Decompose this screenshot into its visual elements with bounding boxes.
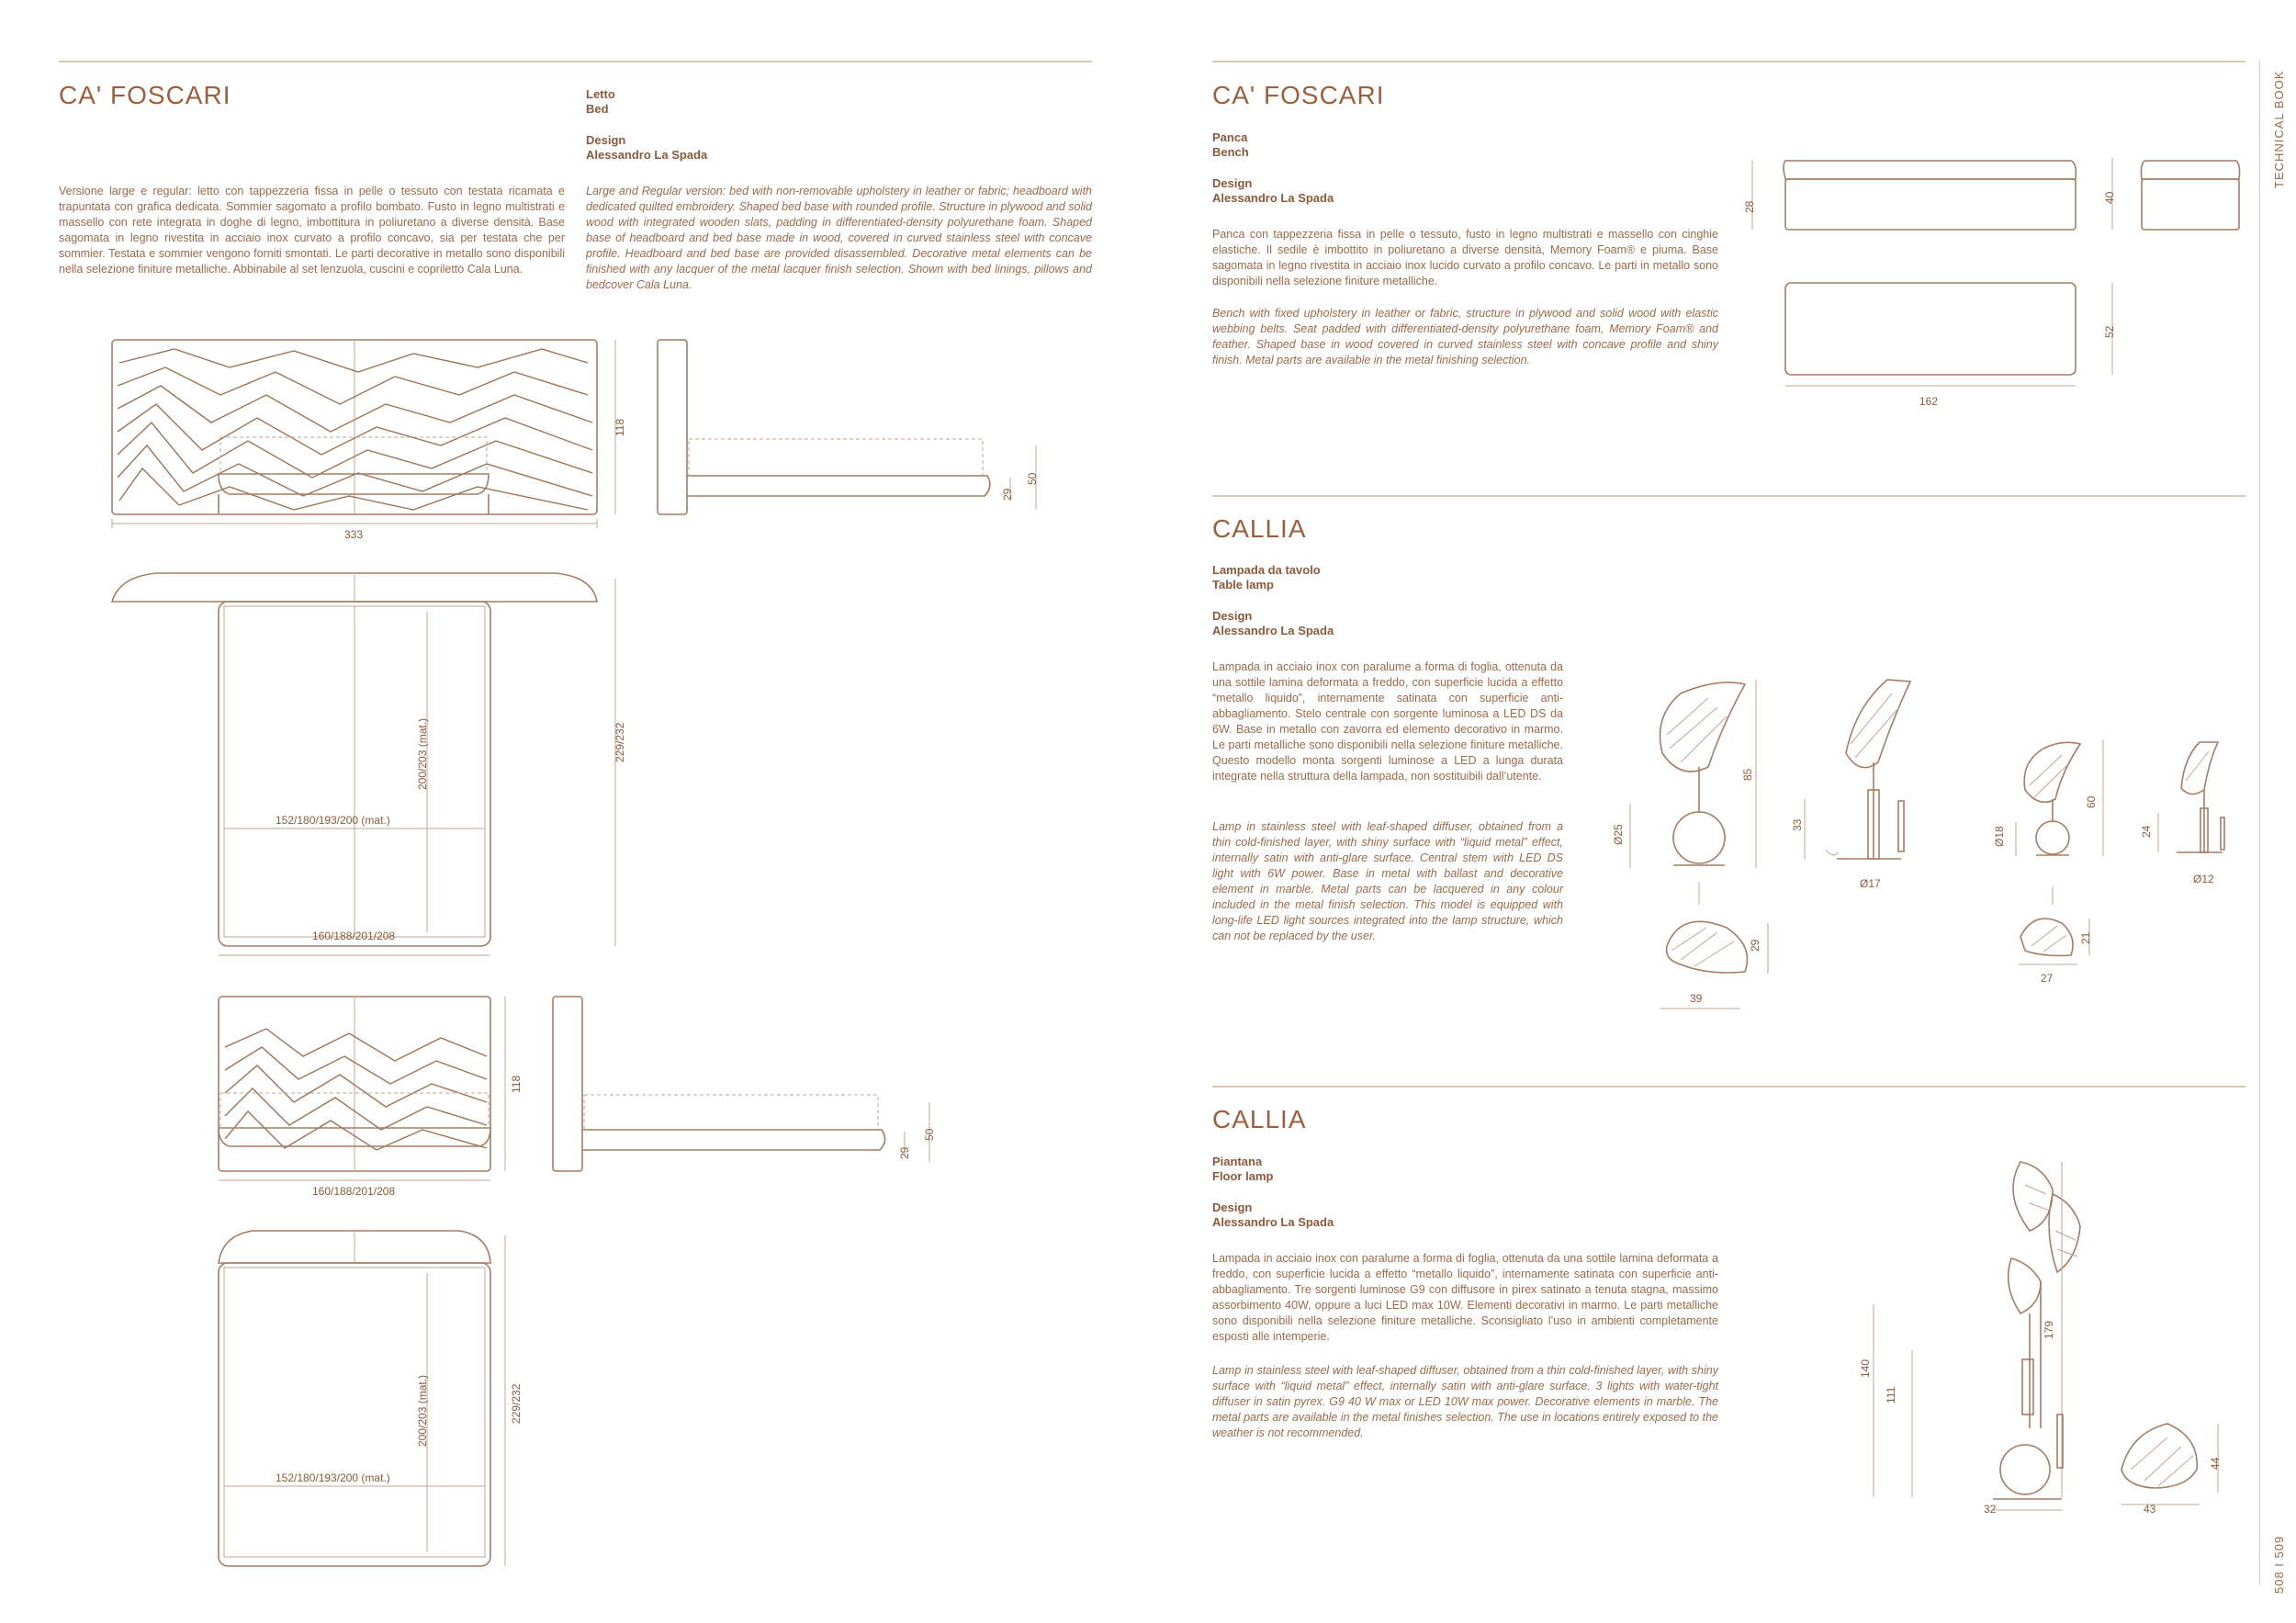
bench-type-en: Bench [1212, 145, 1249, 159]
dim-table-lamp-d4: Ø12 [2193, 873, 2214, 885]
dim-table-lamp-top-h1: 29 [1749, 939, 1761, 952]
technical-book-label: TECHNICAL BOOK [2272, 70, 2286, 188]
dim-table-lamp-h1: 85 [1741, 768, 1754, 781]
dim-floor-lamp-top-w: 43 [2144, 1503, 2156, 1516]
floor-lamp-title: CALLIA [1212, 1105, 1307, 1133]
dim-large-base-h2: 50 [1026, 472, 1039, 485]
bed-desc-it: Versione large e regular: letto con tappezzeria fissa in pelle o tessuto con testata ricamata e trapuntata con grafica dedicata. Sommier sagomato a profilo bombato. Fusto in legno multistrati e massello con rete integrata in doghe di legno, imbottitura in poliuretano a diverse densità. Base sagomata in legno rivestita in acciaio inox curvato a profilo concavo, sia per testata che per sommier. Testata e sommier vengono forniti smontati. Le parti decorative in metallo sono disponibili nella selezione finiture metalliche. Abbinabile al set lenzuola, cuscini e copriletto Cala Luna. [59, 185, 565, 276]
floor-lamp-top [2122, 1424, 2218, 1505]
dim-reg-base-h1: 29 [898, 1146, 911, 1159]
bench-plan [1785, 283, 2076, 375]
dim-floor-lamp-h3: 179 [2043, 1320, 2055, 1339]
dim-floor-lamp-top-h: 44 [2209, 1457, 2222, 1470]
floor-lamp-type-en: Floor lamp [1212, 1169, 1274, 1183]
dim-reg-base-h2: 50 [923, 1128, 936, 1141]
dim-large-plan-len: 229/232 [613, 722, 626, 762]
dim-reg-width: 160/188/201/208 [312, 1185, 396, 1198]
floor-lamp-desc-it: Lampada in acciaio inox con paralume a forma di foglia, ottenuta da una sottile lamina deformata a freddo, con superficie lucida a effetto “metallo liquido”, internamente satinata con superficie anti-abbagliamento. Tre sorgenti luminose G9 con diffusore in pirex satinato a tenuta stagna, massimo assorbimento 40W, oppure a luci LED max 10W. Elementi decorativi in marmo. Le parti metalliche sono disponibili nella selezione finiture metalliche. Sconsigliato l’uso in ambienti completamente esposti alle intemperie. [1212, 1252, 1718, 1343]
dim-large-head-h: 118 [613, 418, 626, 436]
dim-floor-lamp-w1: 32 [1984, 1503, 1997, 1516]
table-lamp-design-label: Design [1212, 609, 1253, 623]
table-lamp-small-side [2158, 742, 2224, 852]
bed-type-en: Bed [586, 102, 609, 116]
bench-design-label: Design [1212, 176, 1253, 190]
dim-table-lamp-d3: Ø18 [1993, 826, 2006, 847]
dim-table-lamp-top-w2: 27 [2041, 972, 2054, 985]
dim-bench-d: 52 [2103, 325, 2116, 338]
dim-table-lamp-top-w1: 39 [1690, 992, 1703, 1005]
bench-type-it: Panca [1212, 130, 1248, 144]
floor-lamp-type-it: Piantana [1212, 1155, 1263, 1168]
dim-bench-h: 28 [1743, 200, 1756, 213]
dim-floor-lamp-h2: 111 [1885, 1386, 1897, 1403]
bench-desc-en: Bench with fixed upholstery in leather or fabric, structure in plywood and solid wood with elastic webbing belts. Seat padded with differentiated-density polyurethane foam, Memory Foam® and feather. Shaped base in wood covered in curved stainless steel with concave profile and shiny finish. Metal parts are available in the metal finishing selection. [1212, 307, 1718, 366]
dim-table-lamp-top-h2: 21 [2079, 931, 2092, 944]
dim-large-base-h1: 29 [1001, 488, 1014, 501]
bench-title: CA' FOSCARI [1212, 81, 1385, 109]
table-lamp-meta [1212, 563, 1334, 638]
bench-side [2141, 161, 2239, 179]
dim-table-lamp-d1: Ø25 [1612, 824, 1625, 845]
dim-reg-plan-len: 229/232 [510, 1383, 523, 1424]
bench-designer: Alessandro La Spada [1212, 191, 1334, 205]
dim-large-plan-w: 160/188/201/208 [312, 930, 396, 942]
dim-table-lamp-h3: 60 [2085, 795, 2098, 808]
dim-reg-mat-len: 200/203 (mat.) [416, 1374, 429, 1447]
dim-table-lamp-d2: Ø17 [1860, 877, 1881, 890]
table-lamp-desc-it: Lampada in acciaio inox con paralume a forma di foglia, ottenuta da una sottile lamina deformata a freddo, con superficie lucida a effetto “metallo liquido”, internamente satinata con superficie anti-abbagliamento. Stelo centrale con sorgente luminosa a LED DS da 6W. Base in metallo con zavorra ed elemento decorativo in marmo. Le parti metalliche sono disponibili nella selezione finiture metalliche. Questo modello monta sorgenti luminose a LED a lunga durata integrate nella struttura della lampada, non sostituibili dall’utente. [1212, 660, 1563, 783]
bench-desc-it: Panca con tappezzeria fissa in pelle o tessuto, fusto in legno multistrati e massello con cinghie elastiche. Il sedile è imbottito in poliuretano a diverse densità, Memory Foam® e piuma. Base sagomata in legno rivestita in acciaio inox lucido curvato a profilo concavo. Le parti in metallo sono disponibili nella selezione finiture metalliche. [1212, 228, 1718, 287]
dim-table-lamp-h2: 33 [1791, 818, 1804, 831]
table-lamp-small-top [2019, 886, 2089, 964]
dim-large-mat-len: 200/203 (mat.) [416, 717, 429, 790]
floor-lamp-designer: Alessandro La Spada [1212, 1215, 1334, 1229]
bed-type-it: Letto [586, 87, 615, 101]
dim-table-lamp-h4: 24 [2140, 825, 2153, 838]
table-lamp-title: CALLIA [1212, 514, 1307, 543]
bed-desc-en: Large and Regular version: bed with non-removable upholstery in leather or fabric; headboard with dedicated quilted embroidery. Shaped bed base with rounded profile. Structure in plywood and solid wood with integrated wooden slats, padding in differentiated-density polyurethane foam. Shaped base of headboard and bed base made in wood, covered in curved stainless steel with concave profile. Headboard and bed base are provided disassembled. Decorative metal elements can be finished with any lacquer of the metal lacquer finish selection. Shown with bed linings, pillows and bedcover Cala Luna. [586, 185, 1092, 291]
table-lamp-type-it: Lampada da tavolo [1212, 563, 1321, 577]
dim-reg-head-h: 118 [510, 1075, 523, 1093]
dim-large-mat-w: 152/180/193/200 (mat.) [276, 814, 390, 827]
page-numbers: 508 I 509 [2272, 1535, 2286, 1594]
bed-title: CA' FOSCARI [59, 81, 231, 109]
dim-bench-h2: 40 [2103, 191, 2116, 204]
design-label: Design [586, 133, 626, 147]
bench-front [1784, 161, 2076, 179]
dim-large-width: 333 [344, 528, 364, 541]
table-lamp-large [1630, 680, 1756, 868]
table-lamp-large-side [1805, 680, 1910, 859]
floor-lamp-design-label: Design [1212, 1200, 1253, 1214]
table-lamp-designer: Alessandro La Spada [1212, 624, 1334, 637]
table-lamp-type-en: Table lamp [1212, 578, 1274, 592]
designer-name: Alessandro La Spada [586, 148, 708, 162]
dim-bench-w: 162 [1919, 395, 1939, 408]
floor-lamp-desc-en: Lamp in stainless steel with leaf-shaped diffuser, obtained from a thin cold-finished layer, with shiny surface with “liquid metal” effect, internally satin with anti-glare surface. 3 lights with water-tight diffuser in satin pyrex. G9 40 W max or LED 10W max power. Decorative elements in marble. The metal parts are available in the metal finishes selection. The use in locations entirely exposed to the weather is not recommended. [1212, 1364, 1718, 1439]
floor-lamp-meta [1212, 1155, 1334, 1230]
dim-reg-mat-w: 152/180/193/200 (mat.) [276, 1471, 390, 1484]
table-lamp-desc-en: Lamp in stainless steel with leaf-shaped diffuser, obtained from a thin cold-finished layer, with shiny surface with “liquid metal” effect, internally satin with anti-glare surface. Central stem with LED DS light with 6W power. Base in metal with ballast and decorative element in marble. Metal parts can be lacquered in any colour included in the metal finish selection. This model is equipped with long-life LED light sources integrated into the lamp structure, which can not be replaced by the user. [1212, 820, 1563, 942]
dim-floor-lamp-h1: 140 [1859, 1358, 1872, 1378]
